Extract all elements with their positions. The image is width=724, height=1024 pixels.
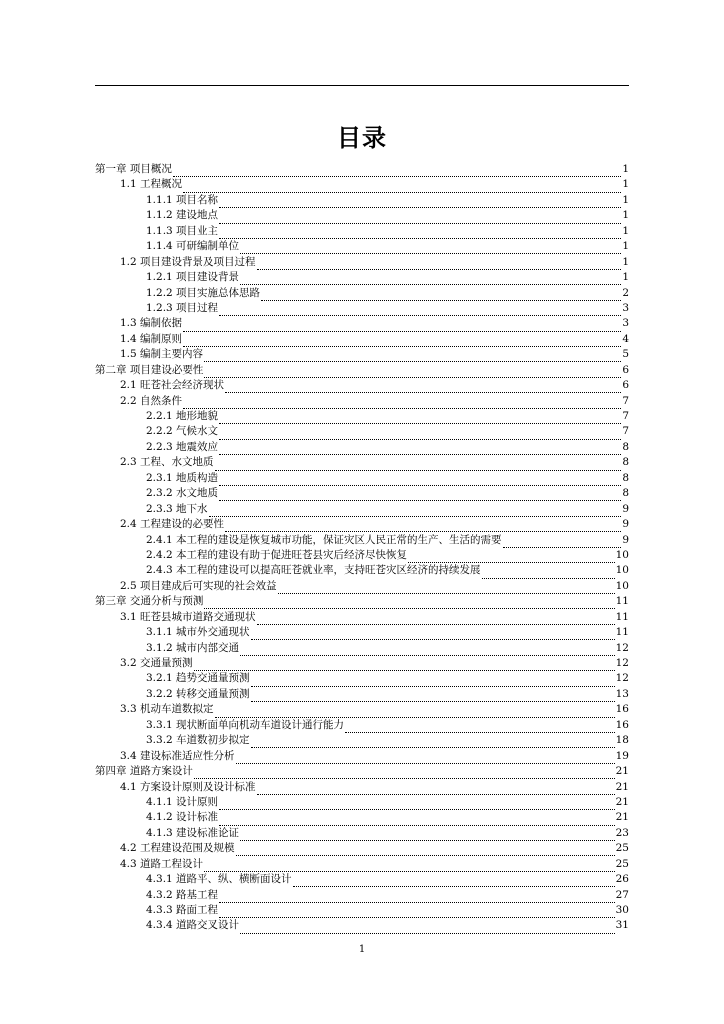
- toc-entry[interactable]: [95, 687, 629, 702]
- toc-entry[interactable]: [95, 918, 629, 933]
- toc-entry[interactable]: [95, 517, 629, 532]
- toc-entry-label: 2.3 工程、水文地质: [120, 456, 214, 469]
- toc-entry[interactable]: [95, 440, 629, 455]
- toc-entry-page: 8: [622, 471, 629, 484]
- toc-entry-page: 12: [615, 672, 629, 685]
- dot-leader: [240, 243, 621, 254]
- dot-leader: [204, 351, 621, 362]
- toc-entry[interactable]: [95, 224, 629, 239]
- toc-entry-page: 6: [622, 379, 629, 392]
- toc-entry[interactable]: [95, 656, 629, 671]
- toc-entry-page: 23: [615, 826, 629, 839]
- dot-leader: [219, 305, 621, 316]
- dot-leader: [204, 861, 615, 872]
- toc-entry-page: 2: [622, 286, 629, 299]
- dot-leader: [236, 845, 615, 856]
- dot-leader: [219, 815, 615, 826]
- dot-leader: [215, 460, 622, 471]
- toc-entry-label: 1.1.4 可研编制单位: [146, 240, 240, 253]
- toc-entry-label: 4.2 工程建设范围及规模: [120, 842, 235, 855]
- toc-entry-label: 3.3.2 车道数初步拟定: [146, 734, 250, 747]
- toc-entry-page: 27: [615, 888, 629, 901]
- toc-entry-label: 4.3.1 道路平、纵、横断面设计: [146, 873, 292, 886]
- toc-entry-label: 2.3.1 地质构造: [146, 471, 219, 484]
- toc-entry-page: 10: [615, 548, 629, 561]
- toc-entry-label: 1.5 编制主要内容: [120, 348, 204, 361]
- toc-entry[interactable]: [95, 579, 629, 594]
- dot-leader: [345, 722, 615, 733]
- toc-entry-page: 11: [615, 595, 629, 608]
- toc-entry-page: 6: [622, 363, 629, 376]
- toc-entry-page: 7: [622, 394, 629, 407]
- toc-entry-label: 4.1 方案设计原则及设计标准: [120, 780, 256, 793]
- toc-entry[interactable]: [95, 563, 629, 578]
- toc-entry-page: 8: [622, 456, 629, 469]
- toc-entry-label: 2.3.3 地下水: [146, 502, 208, 515]
- toc-entry[interactable]: [95, 208, 629, 223]
- dot-leader: [293, 876, 615, 887]
- dot-leader: [240, 923, 615, 934]
- toc-entry[interactable]: [95, 764, 629, 779]
- toc-entry-label: 1.1 工程概况: [120, 178, 183, 191]
- toc-entry-label: 1.2 项目建设背景及项目过程: [120, 255, 256, 268]
- toc-entry-page: 21: [615, 765, 629, 778]
- toc-entry-page: 13: [615, 687, 629, 700]
- toc-entry-page: 30: [615, 904, 629, 916]
- toc-entry[interactable]: [95, 363, 629, 378]
- toc-entry-page: 1: [622, 209, 629, 222]
- toc-entry-label: 1.2.2 项目实施总体思路: [146, 286, 261, 299]
- toc-entry-page: 1: [622, 163, 629, 175]
- dot-leader: [408, 552, 615, 563]
- dot-leader: [482, 568, 615, 579]
- toc-entry-label: 1.1.2 建设地点: [146, 209, 219, 222]
- toc-entry-label: 2.3.2 水文地质: [146, 487, 219, 500]
- toc-entry[interactable]: [95, 301, 629, 316]
- toc-entry-page: 21: [615, 780, 629, 793]
- toc-entry[interactable]: [95, 548, 629, 563]
- toc-entry-label: 第四章 道路方案设计: [95, 765, 193, 778]
- toc-entry[interactable]: [95, 872, 629, 887]
- dot-leader: [240, 645, 615, 656]
- toc-entry-label: 2.5 项目建成后可实现的社会效益: [120, 579, 277, 592]
- toc-entry-page: 16: [615, 703, 629, 716]
- toc-entry-page: 31: [615, 919, 629, 932]
- toc-entry-label: 4.1.1 设计原则: [146, 795, 219, 808]
- dot-leader: [219, 475, 621, 486]
- toc-entry-label: 3.3.1 现状断面单向机动车道设计通行能力: [146, 718, 345, 731]
- dot-leader: [240, 274, 621, 285]
- toc-entry-label: 第三章 交通分析与预测: [95, 595, 204, 608]
- toc-entry-page: 21: [615, 795, 629, 808]
- toc-entry-page: 25: [615, 857, 629, 870]
- toc-entry-page: 1: [622, 193, 629, 206]
- toc-entry[interactable]: [95, 594, 629, 609]
- toc-entry[interactable]: [95, 888, 629, 903]
- toc-entry-label: 第二章 项目建设必要性: [95, 363, 204, 376]
- toc-entry[interactable]: [95, 795, 629, 810]
- dot-leader: [183, 321, 621, 332]
- toc-entry-page: 3: [622, 301, 629, 314]
- dot-leader: [261, 290, 621, 301]
- dot-leader: [219, 197, 621, 208]
- toc-entry[interactable]: [95, 394, 629, 409]
- toc-entry-label: 第一章 项目概况: [95, 163, 172, 175]
- toc-entry-page: 3: [622, 317, 629, 330]
- toc-entry-label: 2.4.1 本工程的建设是恢复城市功能，保证灾区人民正常的生产、生活的需要: [146, 533, 502, 546]
- toc-entry-label: 4.3.3 路面工程: [146, 904, 219, 916]
- dot-leader: [219, 444, 621, 455]
- toc-entry-label: 2.2.2 气候水文: [146, 425, 219, 438]
- toc-entry-page: 18: [615, 734, 629, 747]
- toc-entry-page: 10: [615, 579, 629, 592]
- dot-leader: [183, 398, 621, 409]
- dot-leader: [194, 660, 615, 671]
- toc-entry-page: 5: [622, 348, 629, 361]
- toc-entry-page: 1: [622, 224, 629, 237]
- toc-entry-page: 25: [615, 842, 629, 855]
- toc-entry[interactable]: [95, 857, 629, 872]
- toc-entry-label: 2.2.1 地形地貌: [146, 410, 219, 422]
- toc-entry-page: 8: [622, 487, 629, 500]
- toc-entry-page: 19: [615, 749, 629, 762]
- toc-entry[interactable]: [95, 502, 629, 517]
- dot-leader: [183, 182, 621, 193]
- toc-entry[interactable]: [95, 733, 629, 748]
- toc-entry-page: 10: [615, 564, 629, 577]
- toc-entry-label: 4.1.2 设计标准: [146, 811, 219, 824]
- dot-leader: [251, 737, 615, 748]
- toc-entry-label: 3.2 交通量预测: [120, 657, 193, 669]
- toc-entry[interactable]: [95, 625, 629, 640]
- toc-entry-label: 1.2.3 项目过程: [146, 301, 219, 314]
- toc-entry[interactable]: [95, 378, 629, 393]
- toc-entry-page: 8: [622, 440, 629, 453]
- toc-entry-page: 11: [615, 610, 629, 623]
- toc-entry-label: 1.3 编制依据: [120, 317, 183, 330]
- toc-entry[interactable]: [95, 841, 629, 856]
- dot-leader: [204, 598, 614, 609]
- toc-entry-page: 4: [622, 332, 629, 345]
- toc-entry[interactable]: [95, 671, 629, 686]
- toc-entry-label: 4.1.3 建设标准论证: [146, 826, 240, 839]
- toc-entry-label: 1.4 编制原则: [120, 332, 183, 345]
- page-title: 目录: [337, 123, 387, 152]
- toc-entry[interactable]: [95, 702, 629, 717]
- toc-entry[interactable]: [95, 610, 629, 625]
- dot-leader: [257, 614, 615, 625]
- dot-leader: [225, 382, 621, 393]
- toc-entry-label: 3.2.2 转移交通量预测: [146, 687, 250, 700]
- toc-entry-label: 3.1 旺苍县城市道路交通现状: [120, 610, 256, 623]
- toc-entry-page: 21: [615, 811, 629, 824]
- toc-entry-label: 3.3 机动车道数拟定: [120, 703, 214, 716]
- dot-leader: [204, 367, 621, 378]
- toc-entry-page: 1: [622, 240, 629, 253]
- toc-entry[interactable]: [95, 409, 629, 424]
- toc-entry[interactable]: [95, 486, 629, 501]
- toc-entry[interactable]: [95, 826, 629, 841]
- toc-entry[interactable]: [95, 239, 629, 254]
- toc-entry[interactable]: [95, 286, 629, 301]
- toc-entry-page: 26: [615, 873, 629, 886]
- toc-entry[interactable]: [95, 533, 629, 548]
- toc-entry-label: 3.1.2 城市内部交通: [146, 641, 240, 654]
- dot-leader: [503, 537, 622, 548]
- toc-entry-label: 2.2 自然条件: [120, 394, 183, 407]
- toc-entry-page: 7: [622, 425, 629, 438]
- toc-entry-label: 3.2.1 趋势交通量预测: [146, 672, 250, 685]
- toc-entry-label: 2.2.3 地震效应: [146, 440, 219, 453]
- toc-entry[interactable]: [95, 255, 629, 270]
- dot-leader: [257, 259, 622, 270]
- toc-entry-label: 4.3 道路工程设计: [120, 857, 204, 870]
- dot-leader: [251, 629, 615, 640]
- toc-entry-page: 7: [622, 410, 629, 422]
- toc-entry-label: 1.2.1 项目建设背景: [146, 271, 240, 284]
- toc-entry[interactable]: [95, 749, 629, 764]
- header-rule: [95, 85, 629, 86]
- toc-entry-label: 2.4.2 本工程的建设有助于促进旺苍县灾后经济尽快恢复: [146, 548, 408, 561]
- dot-leader: [225, 521, 621, 532]
- dot-leader: [194, 768, 615, 779]
- dot-leader: [219, 799, 615, 810]
- toc-entry-page: 9: [622, 518, 629, 531]
- dot-leader: [219, 907, 615, 918]
- dot-leader: [183, 336, 621, 347]
- dot-leader: [209, 506, 622, 517]
- dot-leader: [215, 707, 615, 718]
- toc-entry[interactable]: [95, 270, 629, 285]
- toc-entry[interactable]: [95, 455, 629, 470]
- toc-entry-label: 3.1.1 城市外交通现状: [146, 626, 250, 639]
- toc-entry-label: 2.4.3 本工程的建设可以提高旺苍就业率，支持旺苍灾区经济的持续发展: [146, 564, 481, 577]
- toc-entry[interactable]: [95, 780, 629, 795]
- toc-entry-label: 3.4 建设标准适应性分析: [120, 749, 235, 762]
- dot-leader: [219, 429, 621, 440]
- dot-leader: [278, 583, 615, 594]
- toc-entry[interactable]: [95, 177, 629, 192]
- dot-leader: [240, 830, 615, 841]
- dot-leader: [251, 691, 615, 702]
- dot-leader: [219, 228, 621, 239]
- toc-entry[interactable]: [95, 316, 629, 331]
- toc-entry[interactable]: [95, 332, 629, 347]
- toc-entry-page: 1: [622, 255, 629, 268]
- toc-entry-page: 1: [622, 178, 629, 191]
- dot-leader: [219, 213, 621, 224]
- toc-entry-label: 2.4 工程建设的必要性: [120, 518, 225, 531]
- toc-entry-label: 1.1.1 项目名称: [146, 193, 219, 206]
- toc-entry-label: 1.1.3 项目业主: [146, 224, 219, 237]
- toc-entry-page: 12: [615, 641, 629, 654]
- toc-entry[interactable]: [95, 641, 629, 656]
- toc-entry[interactable]: [95, 347, 629, 362]
- dot-leader: [219, 413, 621, 424]
- dot-leader: [236, 753, 615, 764]
- dot-leader: [219, 490, 621, 501]
- dot-leader: [219, 892, 615, 903]
- toc-entry[interactable]: [95, 162, 629, 177]
- toc-entry-page: 12: [615, 657, 629, 669]
- toc-entry-page: 9: [622, 502, 629, 515]
- table-of-contents: [95, 162, 629, 934]
- toc-entry-label: 2.1 旺苍社会经济现状: [120, 379, 225, 392]
- toc-entry-page: 11: [615, 626, 629, 639]
- toc-entry-page: 16: [615, 718, 629, 731]
- toc-entry[interactable]: [95, 424, 629, 439]
- toc-entry[interactable]: [95, 471, 629, 486]
- dot-leader: [257, 784, 615, 795]
- toc-entry[interactable]: [95, 718, 629, 733]
- toc-entry-page: 1: [622, 271, 629, 284]
- toc-entry-page: 9: [622, 533, 629, 546]
- dot-leader: [251, 676, 615, 687]
- page-number: 1: [358, 944, 366, 955]
- toc-entry[interactable]: [95, 810, 629, 825]
- dot-leader: [173, 166, 621, 177]
- toc-entry[interactable]: [95, 903, 629, 918]
- toc-entry-label: 4.3.2 路基工程: [146, 888, 219, 901]
- toc-entry[interactable]: [95, 193, 629, 208]
- toc-entry-label: 4.3.4 道路交叉设计: [146, 919, 240, 932]
